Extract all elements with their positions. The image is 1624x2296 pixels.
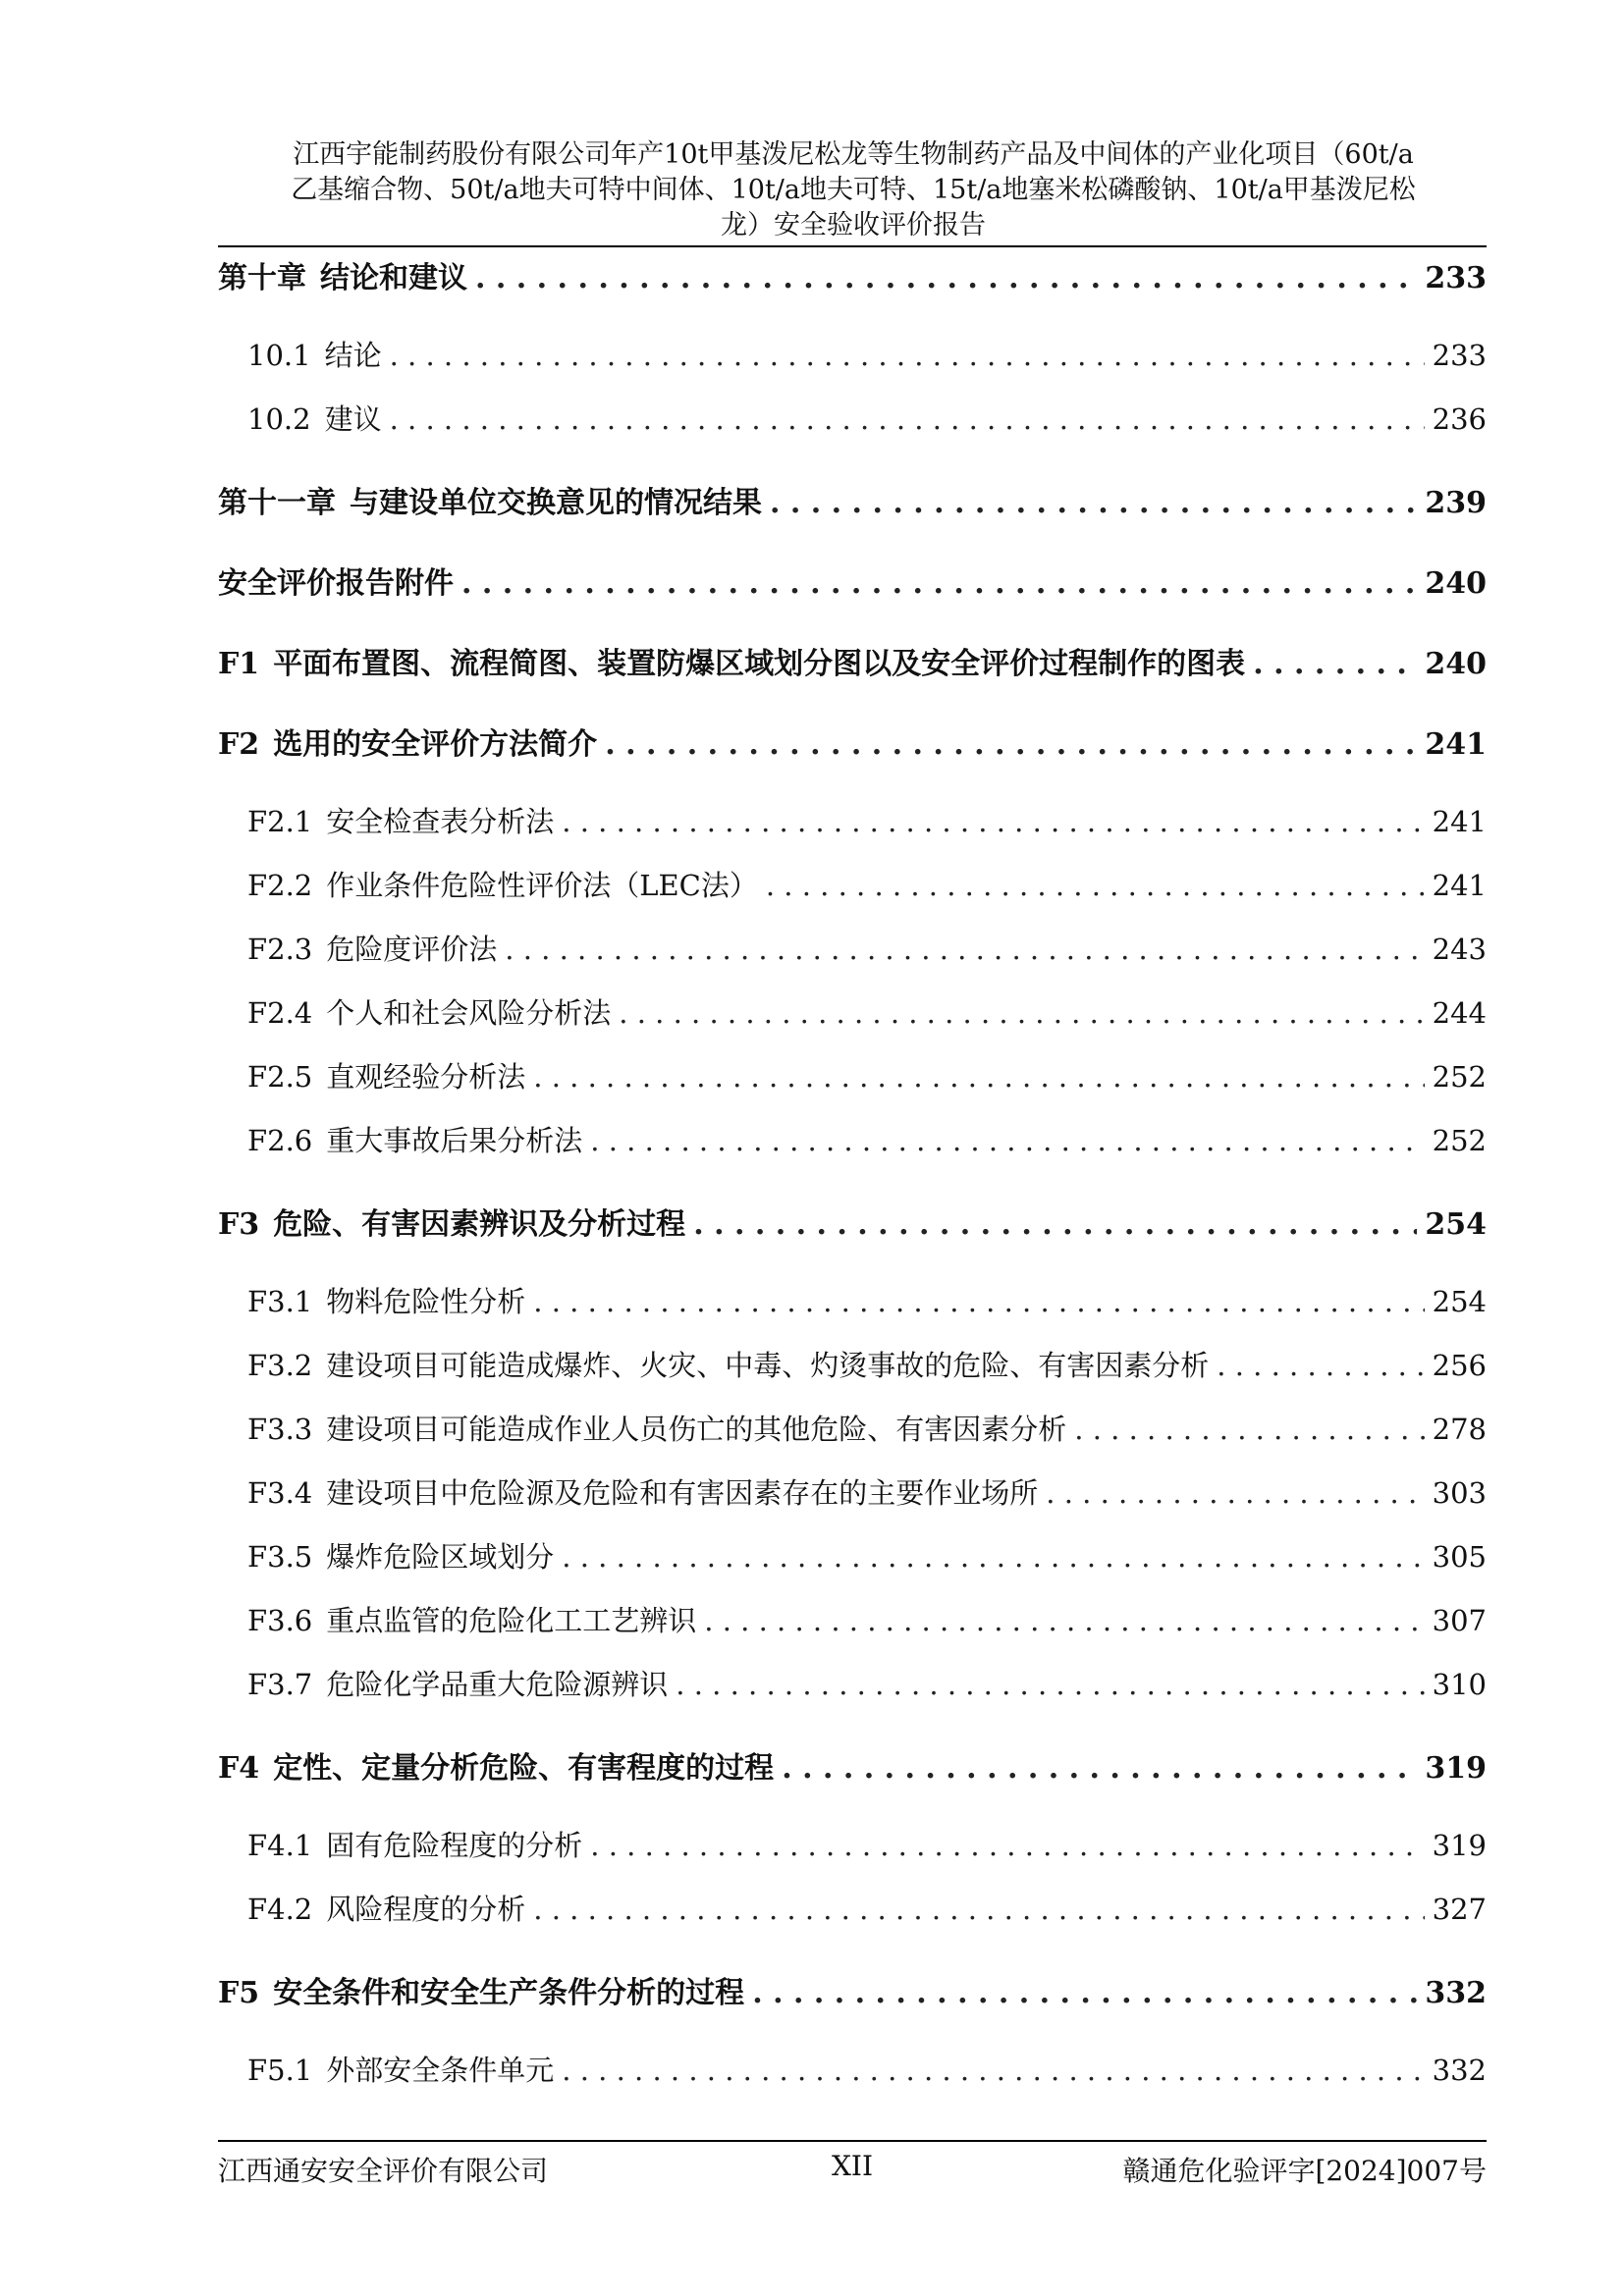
- footer-doc-code: 赣通危化验评字[2024]007号: [1122, 2155, 1487, 2187]
- dot-leader: [770, 486, 1417, 520]
- toc-entry-number: 第十一章: [218, 486, 336, 520]
- dot-leader: [461, 566, 1417, 601]
- toc-entry-f3-5[interactable]: [247, 1535, 1487, 1575]
- toc-entry-page: 254: [1425, 1207, 1487, 1242]
- dot-leader: [533, 1893, 1424, 1926]
- toc-entry-f4-1[interactable]: [247, 1824, 1487, 1864]
- toc-entry-title: 选用的安全评价方法简介: [273, 727, 598, 762]
- dot-leader: [1217, 1349, 1424, 1382]
- header-line-3: 龙）安全验收评价报告: [721, 210, 986, 240]
- toc-entry-title: 直观经验分析法: [326, 1060, 526, 1094]
- toc-entry-page: 240: [1425, 647, 1487, 681]
- toc-entry-title: 建设项目可能造成爆炸、火灾、中毒、灼烫事故的危险、有害因素分析: [326, 1349, 1210, 1382]
- dot-leader: [1074, 1413, 1424, 1446]
- toc-entry-number: F4: [218, 1751, 260, 1786]
- toc-entry-page: 327: [1432, 1893, 1487, 1926]
- toc-entry-page: 254: [1432, 1285, 1487, 1318]
- toc-entry-title: 与建设单位交换意见的情况结果: [350, 486, 762, 520]
- toc-entry-title: 建设项目可能造成作业人员伤亡的其他危险、有害因素分析: [326, 1413, 1067, 1446]
- toc-entry-title: 建设项目中危险源及危险和有害因素存在的主要作业场所: [326, 1476, 1039, 1510]
- toc-entry-number: F3.5: [247, 1540, 313, 1574]
- toc-entry-title: 结论: [324, 339, 382, 372]
- toc-entry-f3[interactable]: [218, 1200, 1487, 1243]
- toc-entry-number: F5.1: [247, 2054, 313, 2087]
- toc-entry-page: 233: [1432, 339, 1487, 372]
- toc-entry-number: F2: [218, 727, 260, 762]
- toc-entry-number: F3.6: [247, 1604, 313, 1637]
- toc-entry-f3-3[interactable]: [247, 1408, 1487, 1448]
- dot-leader: [605, 727, 1417, 762]
- toc-entry-f2-6[interactable]: [247, 1119, 1487, 1159]
- toc-entry-title: 平面布置图、流程简图、装置防爆区域划分图以及安全评价过程制作的图表: [273, 647, 1246, 681]
- dot-leader: [752, 1976, 1417, 2010]
- toc-entry-title: 风险程度的分析: [326, 1893, 526, 1926]
- dot-leader: [390, 339, 1425, 372]
- dot-leader: [390, 402, 1425, 436]
- dot-leader: [1253, 647, 1417, 681]
- toc-entry-page: 319: [1432, 1829, 1487, 1862]
- toc-entry-page: 319: [1425, 1751, 1487, 1786]
- toc-entry-title: 危险化学品重大危险源辨识: [326, 1668, 669, 1701]
- toc-entry-f3-4[interactable]: [247, 1471, 1487, 1512]
- toc-entry-page: 240: [1425, 566, 1487, 601]
- toc-entry-f3-1[interactable]: [247, 1280, 1487, 1320]
- toc-entry-number: F1: [218, 647, 260, 681]
- toc-entry-page: 256: [1432, 1349, 1487, 1382]
- toc-entry-f2-2[interactable]: [247, 864, 1487, 904]
- toc-entry-number: F3.1: [247, 1285, 313, 1318]
- toc-entry-title: 危险度评价法: [326, 933, 498, 966]
- dot-leader: [704, 1604, 1424, 1637]
- dot-leader: [562, 805, 1424, 838]
- dot-leader: [766, 869, 1425, 902]
- toc-entry-page: 233: [1425, 261, 1487, 295]
- toc-entry-title: 危险、有害因素辨识及分析过程: [273, 1207, 686, 1242]
- toc-entry-title: 建议: [324, 402, 382, 436]
- toc-entry-f2-3[interactable]: [247, 928, 1487, 968]
- toc-entry-page: 252: [1432, 1124, 1487, 1157]
- toc-entry-page: 236: [1432, 402, 1487, 436]
- toc-entry-page: 252: [1432, 1060, 1487, 1094]
- dot-leader: [590, 1124, 1424, 1157]
- toc-entry-number: F2.1: [247, 805, 313, 838]
- header-rule: [218, 245, 1487, 247]
- dot-leader: [475, 261, 1417, 295]
- toc-entry-number: F2.2: [247, 869, 313, 902]
- dot-leader: [693, 1207, 1417, 1242]
- toc-entry-page: 239: [1425, 486, 1487, 520]
- footer-page-number: XII: [831, 2150, 874, 2182]
- toc-entry-number: 10.1: [247, 339, 311, 372]
- toc-entry-10-2[interactable]: [247, 398, 1487, 438]
- toc-entry-number: F2.6: [247, 1124, 313, 1157]
- toc-entry-title: 物料危险性分析: [326, 1285, 526, 1318]
- toc-entry-page: 241: [1432, 805, 1487, 838]
- toc-entry-number: F2.4: [247, 996, 313, 1030]
- toc-entry-title: 外部安全条件单元: [326, 2054, 555, 2087]
- toc-entry-page: 332: [1432, 2054, 1487, 2087]
- running-header: [220, 137, 1487, 243]
- dot-leader: [533, 1060, 1424, 1094]
- toc-entry-title: 作业条件危险性评价法（LEC法）: [326, 869, 758, 902]
- toc-entry-f4[interactable]: [218, 1743, 1487, 1787]
- toc-entry-chapter-10[interactable]: [218, 253, 1487, 296]
- toc-entry-number: F4.2: [247, 1893, 313, 1926]
- dot-leader: [562, 2054, 1424, 2087]
- toc-entry-number: F2.5: [247, 1060, 313, 1094]
- toc-entry-f4-2[interactable]: [247, 1888, 1487, 1928]
- toc-entry-number: 第十章: [218, 261, 306, 295]
- toc-entry-page: 305: [1432, 1540, 1487, 1574]
- toc-entry-f3-7[interactable]: [247, 1663, 1487, 1703]
- toc-entry-number: F3.3: [247, 1413, 313, 1446]
- footer-company: 江西通安安全评价有限公司: [218, 2155, 549, 2187]
- toc-entry-title: 定性、定量分析危险、有害程度的过程: [273, 1751, 775, 1786]
- toc-entry-title: 固有危险程度的分析: [326, 1829, 583, 1862]
- toc-entry-page: 278: [1432, 1413, 1487, 1446]
- toc-entry-number: F3.7: [247, 1668, 313, 1701]
- dot-leader: [1046, 1476, 1424, 1510]
- toc-entry-page: 243: [1432, 933, 1487, 966]
- toc-entry-f5[interactable]: [218, 1968, 1487, 2011]
- footer-rule: [218, 2140, 1487, 2142]
- toc-entry-title: 重大事故后果分析法: [326, 1124, 583, 1157]
- toc-entry-title: 安全检查表分析法: [326, 805, 555, 838]
- toc-entry-number: F4.1: [247, 1829, 313, 1862]
- toc-entry-title: 结论和建议: [320, 261, 467, 295]
- toc-entry-page: 332: [1425, 1976, 1487, 2010]
- toc-entry-page: 244: [1432, 996, 1487, 1030]
- dot-leader: [619, 996, 1424, 1030]
- toc-entry-number: F3: [218, 1207, 260, 1242]
- toc-entry-appendix[interactable]: [218, 559, 1487, 602]
- toc-entry-page: 241: [1432, 869, 1487, 902]
- toc-entry-page: 310: [1432, 1668, 1487, 1701]
- toc-entry-f3-2[interactable]: [247, 1344, 1487, 1384]
- toc-entry-f3-6[interactable]: [247, 1599, 1487, 1639]
- toc-entry-title: 重点监管的危险化工工艺辨识: [326, 1604, 697, 1637]
- toc-entry-page: 303: [1432, 1476, 1487, 1510]
- header-line-2: 乙基缩合物、50t/a地夫可特中间体、10t/a地夫可特、15t/a地塞米松磷酸钠、10t/a甲基泼尼松: [291, 175, 1416, 205]
- toc-entry-page: 241: [1425, 727, 1487, 762]
- dot-leader: [505, 933, 1424, 966]
- toc-entry-title: 安全条件和安全生产条件分析的过程: [273, 1976, 745, 2010]
- toc-entry-number: 10.2: [247, 402, 311, 436]
- toc-entry-f1[interactable]: [218, 639, 1487, 682]
- toc-entry-chapter-11[interactable]: [218, 478, 1487, 521]
- dot-leader: [562, 1540, 1424, 1574]
- toc-entry-title: 个人和社会风险分析法: [326, 996, 612, 1030]
- toc-entry-f2[interactable]: [218, 720, 1487, 763]
- toc-entry-number: F3.4: [247, 1476, 313, 1510]
- dot-leader: [676, 1668, 1424, 1701]
- toc-entry-number: F2.3: [247, 933, 313, 966]
- toc-entry-title: 爆炸危险区域划分: [326, 1540, 555, 1574]
- dot-leader: [590, 1829, 1424, 1862]
- toc-entry-number: F3.2: [247, 1349, 313, 1382]
- toc-entry-f5-1[interactable]: [247, 2049, 1487, 2089]
- toc-entry-f2-1[interactable]: [247, 800, 1487, 840]
- toc-entry-f2-5[interactable]: [247, 1055, 1487, 1095]
- toc-entry-f2-4[interactable]: [247, 991, 1487, 1032]
- dot-leader: [533, 1285, 1424, 1318]
- header-line-1: 江西宇能制药股份有限公司年产10t甲基泼尼松龙等生物制药产品及中间体的产业化项目（60t/a: [293, 139, 1414, 170]
- toc-entry-page: 307: [1432, 1604, 1487, 1637]
- dot-leader: [782, 1751, 1417, 1786]
- toc-entry-title: 安全评价报告附件: [218, 566, 454, 601]
- toc-entry-10-1[interactable]: [247, 334, 1487, 374]
- toc-entry-number: F5: [218, 1976, 260, 2010]
